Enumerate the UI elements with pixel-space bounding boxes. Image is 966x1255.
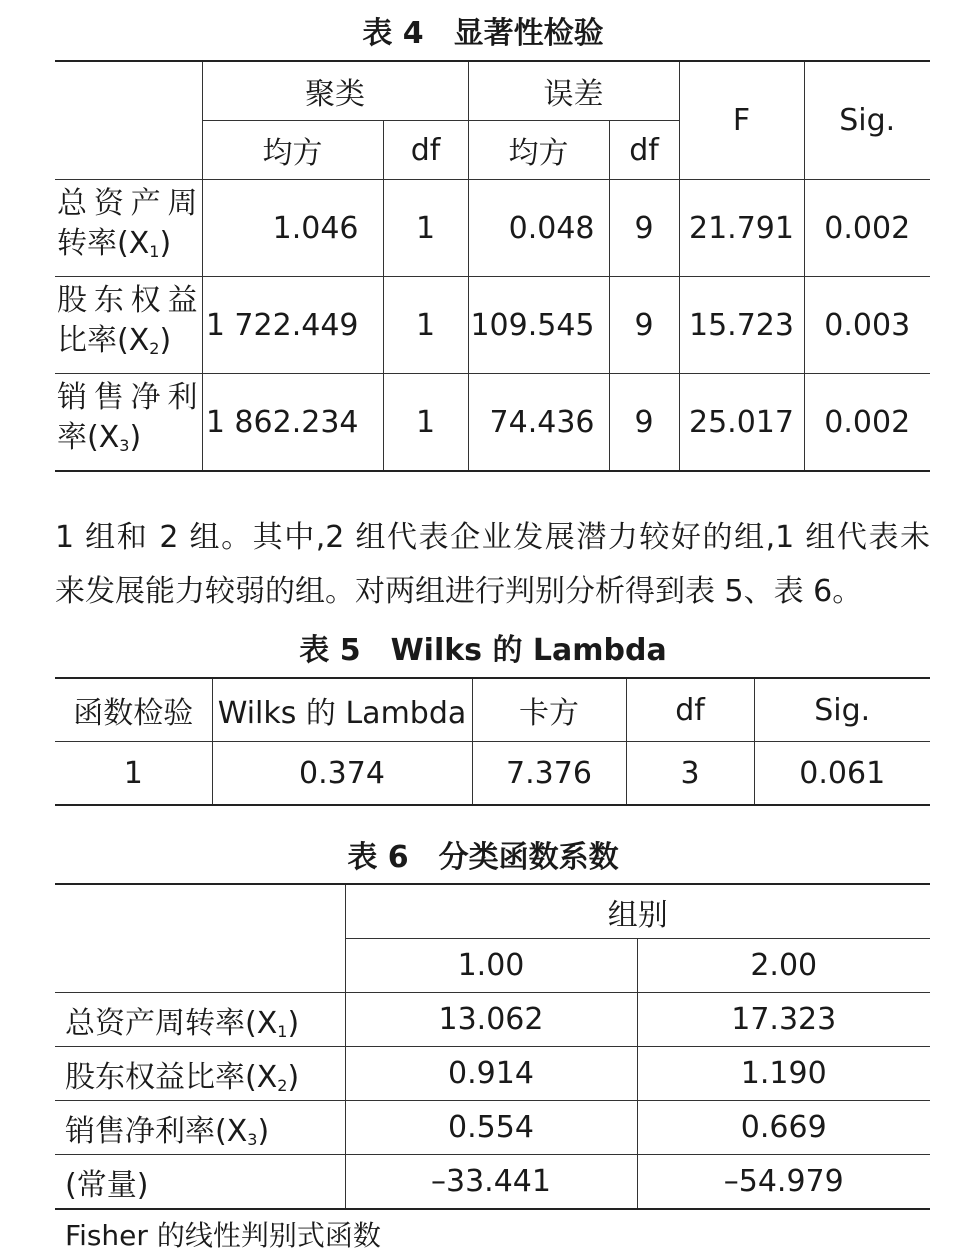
table6-corner <box>55 884 345 993</box>
table4-group-cluster: 聚类 <box>202 61 468 121</box>
coef-group-2: 17.323 <box>637 993 930 1047</box>
table5-wilks-lambda: 0.374 <box>212 742 472 806</box>
coef-group-1: 13.062 <box>345 993 637 1047</box>
table5-header-chi-square: 卡方 <box>472 678 626 742</box>
table5-wilks-lambda <box>55 677 930 806</box>
row-label: 销售净利率$(X_3)$ <box>55 1101 345 1155</box>
table5-caption <box>0 631 966 671</box>
cluster-df: 1 <box>383 180 468 277</box>
table4-significance-test <box>55 60 930 472</box>
table-row <box>55 374 930 472</box>
error-df: 9 <box>609 277 679 374</box>
cluster-df: 1 <box>383 277 468 374</box>
cluster-mean-square: 1.046 <box>202 180 383 277</box>
table5-header-sig: Sig. <box>754 678 930 742</box>
table6-classification-coefficients <box>55 883 930 1210</box>
table-row <box>55 180 930 277</box>
table6-caption <box>0 838 966 878</box>
table5-caption-title: Wilks 的 Lambda <box>390 633 667 668</box>
coef-group-1: –33.441 <box>345 1155 637 1210</box>
table5-header-function-test: 函数检验 <box>55 678 212 742</box>
sig-value: 0.003 <box>804 277 930 374</box>
table4-caption-number: 表 4 <box>362 16 424 51</box>
table4-header-f: F <box>679 61 804 180</box>
table4-corner-lower <box>55 121 202 180</box>
coef-group-2: 1.190 <box>637 1047 930 1101</box>
table6-footnote: Fisher 的线性判别式函数 <box>65 1219 381 1252</box>
row-label: 销售净利 率$(X_3)$ <box>57 380 200 455</box>
table-row <box>55 1047 930 1101</box>
table-row <box>55 1101 930 1155</box>
table4-caption <box>0 14 966 54</box>
table5-header-df: df <box>626 678 754 742</box>
sig-value: 0.002 <box>804 374 930 472</box>
table6-col-group-2: 2.00 <box>637 939 930 993</box>
coef-group-2: –54.979 <box>637 1155 930 1210</box>
body-text-line-2: 来发展能力较弱的组。对两组进行判别分析得到表 5、表 6。 <box>55 574 863 609</box>
table-row <box>55 742 930 806</box>
row-label: 股东权益 比率$(X_2)$ <box>55 277 202 374</box>
cluster-mean-square: 1 862.234 <box>202 374 383 472</box>
table-row <box>55 993 930 1047</box>
f-value: 21.791 <box>679 180 804 277</box>
table4-header-error-ms: 均方 <box>468 121 609 180</box>
error-mean-square: 74.436 <box>468 374 609 472</box>
row-label: (常量) <box>65 1167 149 1203</box>
table5-sig: 0.061 <box>754 742 930 806</box>
sig-value: 0.002 <box>804 180 930 277</box>
error-df: 9 <box>609 180 679 277</box>
coef-group-2: 0.669 <box>637 1101 930 1155</box>
error-mean-square: 109.545 <box>468 277 609 374</box>
table5-function-test: 1 <box>123 755 143 791</box>
error-mean-square: 0.048 <box>468 180 609 277</box>
coef-group-1: 0.554 <box>345 1101 637 1155</box>
table6-col-group-1: 1.00 <box>345 939 637 993</box>
table-row <box>55 277 930 374</box>
table4-header-cluster-ms: 均方 <box>202 121 383 180</box>
table4-header-cluster-df: df <box>383 121 468 180</box>
f-value: 25.017 <box>679 374 804 472</box>
table4-group-error: 误差 <box>468 61 679 121</box>
table6-caption-number: 表 6 <box>347 840 409 875</box>
row-label: 股东权益比率$(X_2)$ <box>55 1047 345 1101</box>
body-text-line-1: 1 组和 2 组。其中,2 组代表企业发展潜力较好的组,1 组代表未 <box>55 520 930 555</box>
row-label: 总资产周转率$(X_1)$ <box>55 993 345 1047</box>
table-row <box>55 1155 930 1210</box>
table5-chi-square: 7.376 <box>472 742 626 806</box>
row-label: 总资产周 转率$(X_1)$ <box>55 180 202 277</box>
table6-caption-title: 分类函数系数 <box>438 840 619 875</box>
table5-caption-number: 表 5 <box>299 633 361 668</box>
table4-header-error-df: df <box>609 121 679 180</box>
cluster-df: 1 <box>383 374 468 472</box>
table5-df: 3 <box>626 742 754 806</box>
error-df: 9 <box>609 374 679 472</box>
table6-group-header: 组别 <box>345 884 930 939</box>
table4-header-sig: Sig. <box>804 61 930 180</box>
table5-header-wilks-lambda: Wilks 的 Lambda <box>212 678 472 742</box>
coef-group-1: 0.914 <box>345 1047 637 1101</box>
table4-corner <box>55 61 202 121</box>
f-value: 15.723 <box>679 277 804 374</box>
cluster-mean-square: 1 722.449 <box>202 277 383 374</box>
table4-caption-title: 显著性检验 <box>453 16 604 51</box>
